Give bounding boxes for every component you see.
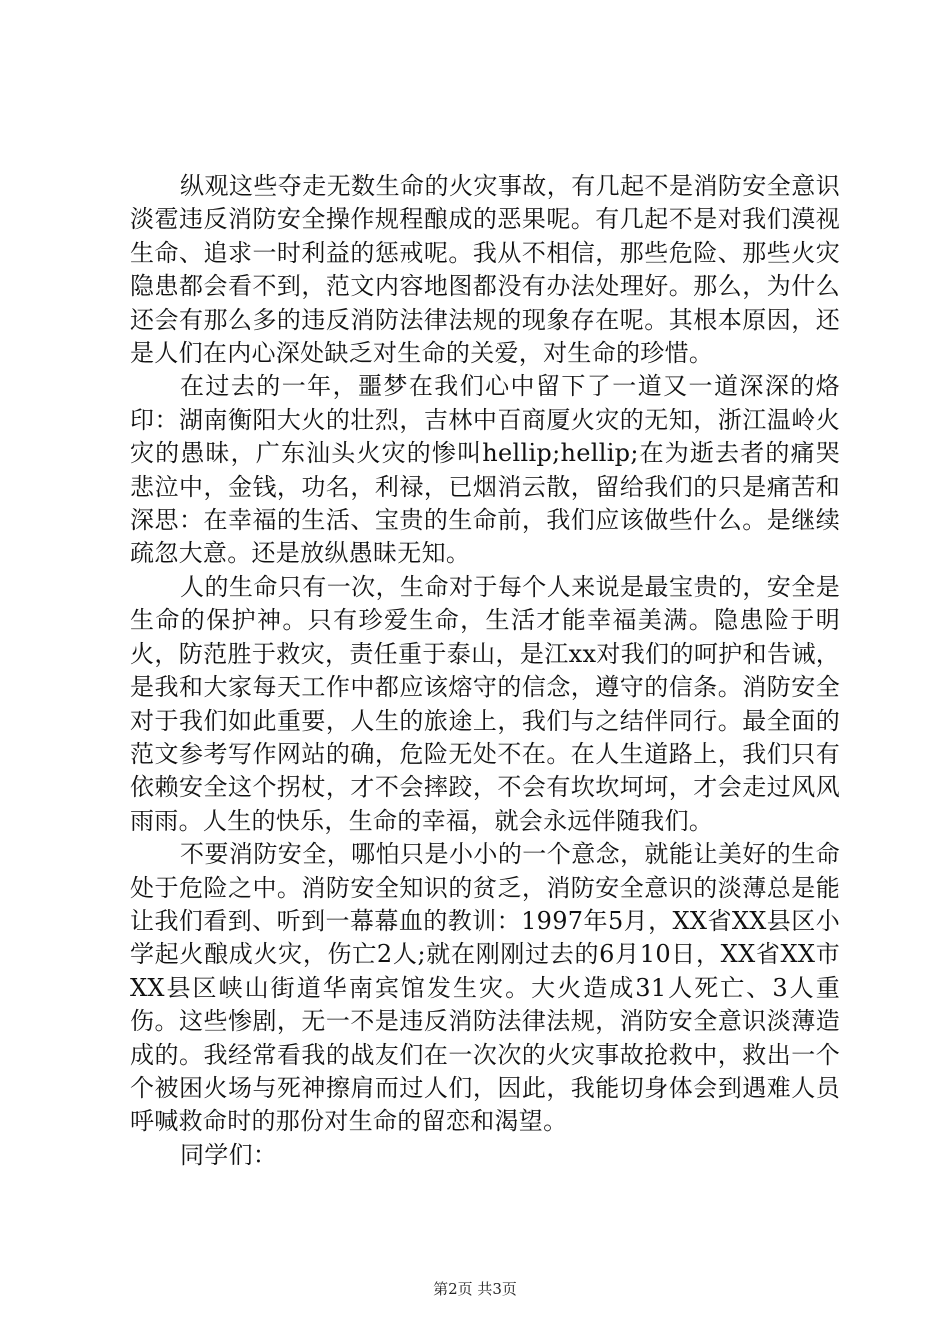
paragraph-3: 人的生命只有一次，生命对于每个人来说是最宝贵的，安全是生命的保护神。只有珍爱生命，生活才能幸福美满。隐患险于明火，防范胜于救灾，责任重于泰山，是江xx对我们的呵护和告诫，是我和大家每天工作中都应该熔守的信念，遵守的信条。消防安全对于我们如此重要，人生的旅途上，我们与之结伴同行。最全面的范文参考写作网站的确，危险无处不在。在人生道路上，我们只有依赖安全这个拐杖，才不会摔跤，不会有坎坎坷坷，才会走过风风雨雨。人生的快乐，生命的幸福，就会永远伴随我们。 [130,572,840,835]
paragraph-5: 同学们： [180,1140,278,1169]
page-footer: 第2页 共3页 [433,1280,517,1298]
paragraph-4: 不要消防安全，哪怕只是小小的一个意念，就能让美好的生命处于危险之中。消防安全知识的贫乏，消防安全意识的淡薄总是能让我们看到、听到一幕幕血的教训：1997年5月，XX省XX县区小学起火酿成火灾，伤亡2人;就在刚刚过去的6月10日，XX省XX市XX县区峡山街道华南宾馆发生灾。大火造成31人死亡、3人重伤。这些惨剧，无一不是违反消防法律法规，消防安全意识淡薄造成的。我经常看我的战友们在一次次的火灾事故抢救中，救出一个个被困火场与死神擦肩而过人们，因此，我能切身体会到遇难人员呼喊救命时的那份对生命的留恋和渴望。 [130,840,840,1136]
paragraph-1: 纵观这些夺走无数生命的火灾事故，有几起不是消防安全意识淡雹违反消防安全操作规程酿成的恶果呢。有几起不是对我们漠视生命、追求一时利益的惩戒呢。我从不相信，那些危险、那些火灾隐患都会看不到，范文内容地图都没有办法处理好。那么，为什么还会有那么多的违反消防法律法规的现象存在呢。其根本原因，还是人们在内心深处缺乏对生命的关爱，对生命的珍惜。 [130,172,840,368]
paragraph-2: 在过去的一年，噩梦在我们心中留下了一道又一道深深的烙印：湖南衡阳大火的壮烈，吉林中百商厦火灾的无知，浙江温岭火灾的愚昧，广东汕头火灾的惨叫hellip;hellip;在为逝去者的痛哭悲泣中，金钱，功名，利禄，已烟消云散，留给我们的只是痛苦和深思：在幸福的生活、宝贵的生命前，我们应该做些什么。是继续疏忽大意。还是放纵愚昧无知。 [130,372,840,568]
document-body [130,170,840,1172]
